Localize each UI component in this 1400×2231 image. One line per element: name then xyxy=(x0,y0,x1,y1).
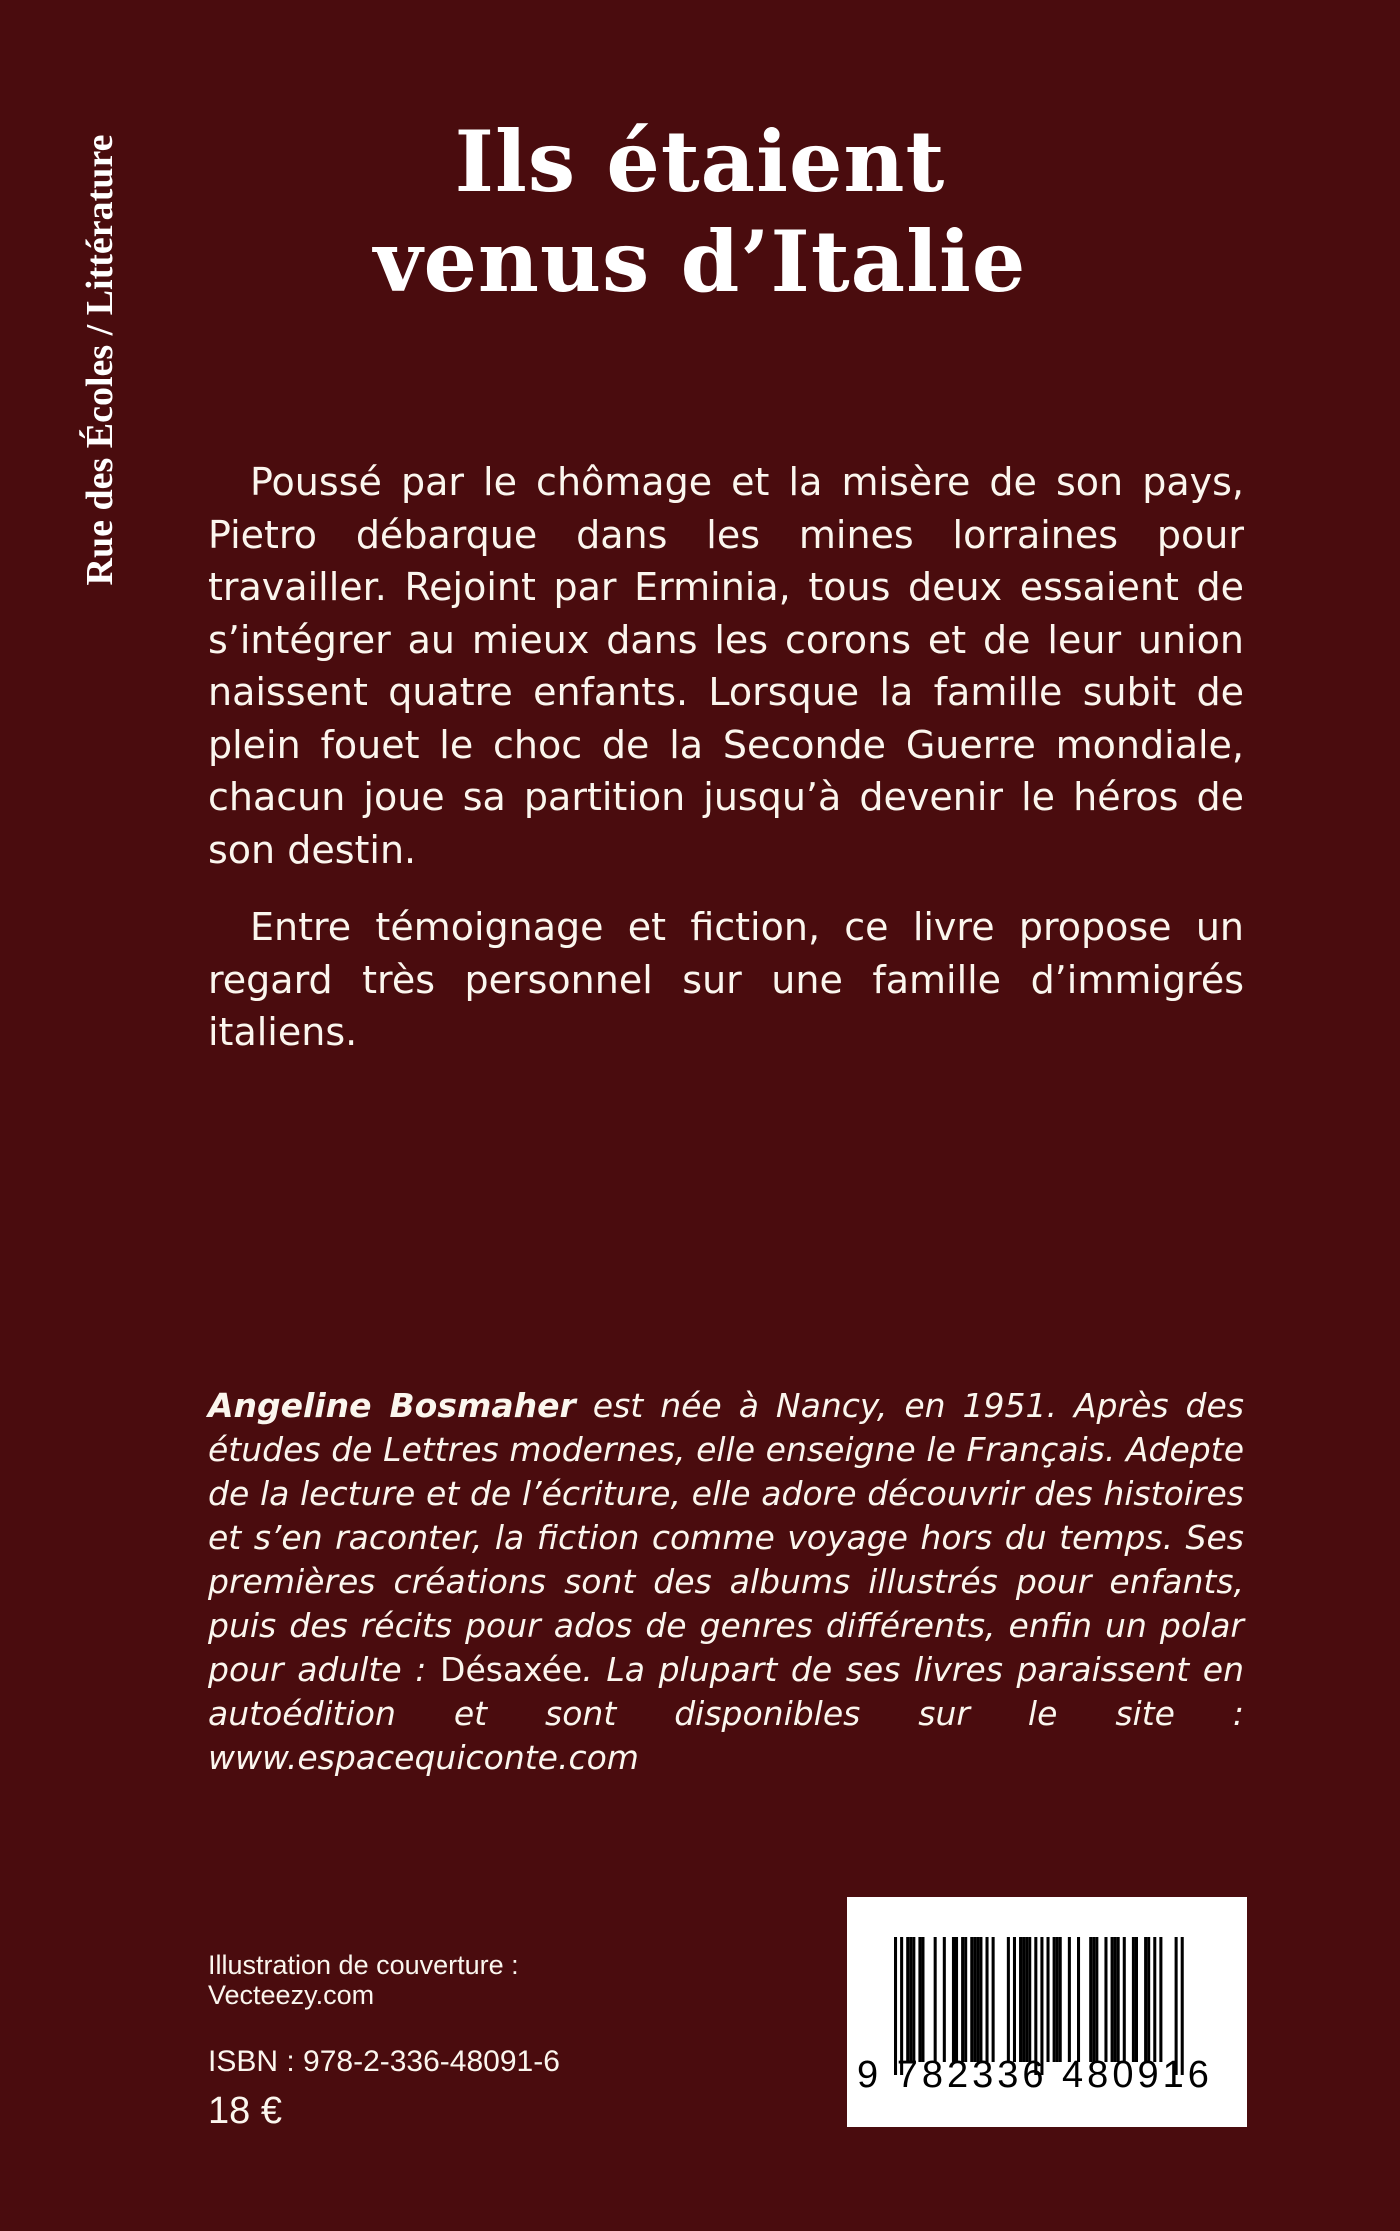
barcode-bar xyxy=(1047,1937,1050,2062)
barcode-bar xyxy=(1025,1937,1028,2062)
credits-line-2: Vecteezy.com xyxy=(208,1980,375,2010)
summary-paragraph-2: Entre témoignage et fiction, ce livre propose un regard très personnel sur une famille d’immigrés italiens. xyxy=(208,905,1244,1054)
barcode-bar xyxy=(912,1937,915,2062)
barcode-bar xyxy=(909,1937,912,2062)
barcode-bar xyxy=(1068,1937,1071,2062)
series-label: Rue des Écoles / Littérature xyxy=(79,134,121,586)
barcode-bar xyxy=(1123,1937,1126,2062)
barcode-bar xyxy=(918,1937,921,2062)
barcode-bar xyxy=(961,1937,964,2062)
barcode-bar xyxy=(1114,1937,1117,2062)
barcode-bar xyxy=(1147,1937,1150,2062)
summary xyxy=(208,456,1244,1084)
barcode-bar xyxy=(1104,1937,1107,2062)
credits-line-1: Illustration de couverture : xyxy=(208,1950,519,1980)
book-title xyxy=(200,112,1200,312)
bio-text-1: est née à Nancy, en 1951. Après des études de Lettres modernes, elle enseigne le Français. Adepte de la lecture et de l’écriture, elle adore découvrir des histoires et s’en raconter, la fiction comme voyage hors du temps. Ses premières créations sont des albums illustrés pour enfants, puis des récits pour ados de genres différents, enfin un polar pour adulte : xyxy=(208,1386,1244,1689)
barcode-digits: 9 782336 480916 xyxy=(857,2054,1213,2096)
barcode-bar xyxy=(1117,1937,1120,2062)
barcode-bar xyxy=(1022,1937,1025,2062)
barcode-bar xyxy=(1013,1937,1016,2062)
barcode-bar xyxy=(979,1937,982,2062)
barcode-bar xyxy=(1132,1937,1135,2062)
barcode-bar xyxy=(986,1937,989,2062)
barcode-bar xyxy=(973,1937,976,2062)
barcode-bar xyxy=(964,1937,967,2062)
barcode-bar xyxy=(970,1937,973,2062)
barcode-bar xyxy=(943,1937,946,2062)
author-bio xyxy=(208,1384,1244,1780)
barcode-bar xyxy=(976,1937,979,2062)
barcode-bar xyxy=(992,1937,995,2062)
barcode-bar xyxy=(1092,1937,1095,2062)
barcode-bar xyxy=(1153,1937,1156,2062)
barcode-bar xyxy=(952,1937,955,2062)
barcode-bar xyxy=(1144,1937,1147,2062)
barcode-bar xyxy=(1053,1937,1056,2062)
barcode-bar xyxy=(1111,1937,1114,2062)
book-reference: Désaxée xyxy=(440,1650,583,1689)
barcode-bar xyxy=(1028,1937,1031,2062)
summary-paragraph-1: Poussé par le chômage et la misère de son pays, Pietro débarque dans les mines lorraines pour travailler. Rejoint par Erminia, tous deux essaient de s’intégrer au mieux dans les corons et de leur union naissent quatre enfants. Lorsque la famille subit de plein fouet le choc de la Seconde Guerre mondiale, chacun joue sa partition jusqu’à devenir le héros de son destin. xyxy=(208,460,1244,872)
author-name: Angeline Bosmaher xyxy=(208,1386,576,1425)
barcode-bar xyxy=(1007,1937,1010,2062)
illustration-credits xyxy=(208,1950,519,2010)
barcode-bar xyxy=(1159,1937,1162,2062)
barcode-bar xyxy=(1089,1937,1092,2062)
barcode-bar xyxy=(1135,1937,1138,2062)
barcode-bar xyxy=(955,1937,958,2062)
barcode-bar xyxy=(1095,1937,1098,2062)
barcode-bar xyxy=(934,1937,937,2062)
barcode-bar xyxy=(1077,1937,1080,2062)
barcode-bar xyxy=(1059,1937,1062,2062)
barcode-bar xyxy=(1056,1937,1059,2062)
title-line-1: Ils étaient xyxy=(454,112,946,211)
bio-text-2: . La plupart de ses livres paraissent en autoédition et sont disponibles sur le site : www.espacequiconte.com xyxy=(208,1650,1245,1777)
title-line-2: venus d’Italie xyxy=(373,212,1027,311)
barcode xyxy=(847,1897,1247,2127)
barcode-bar xyxy=(921,1937,924,2062)
isbn: ISBN : 978-2-336-48091-6 xyxy=(208,2045,560,2078)
price: 18 € xyxy=(208,2090,282,2132)
barcode-bar xyxy=(906,1937,909,2062)
barcode-bar xyxy=(1019,1937,1022,2062)
